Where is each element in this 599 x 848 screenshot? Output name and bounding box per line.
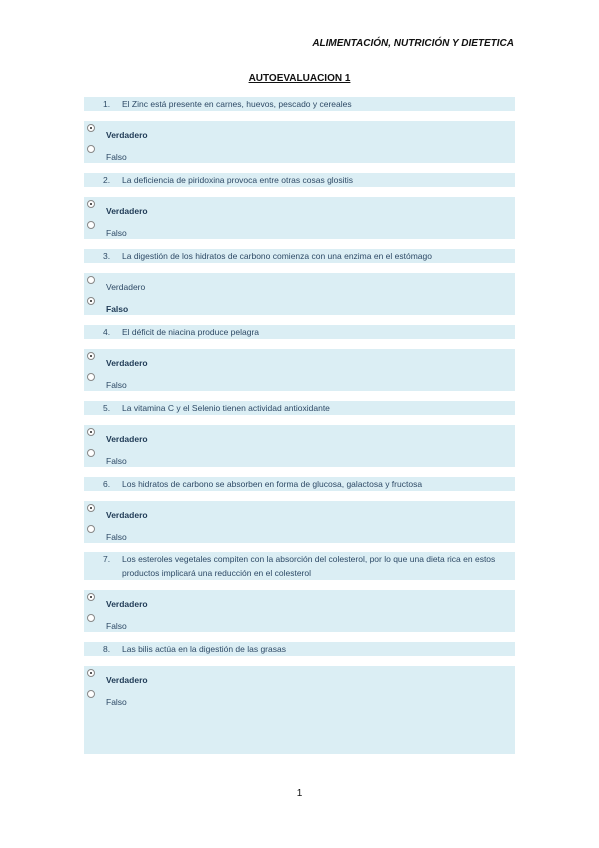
option-verdadero-3[interactable]: Verdadero <box>106 282 146 292</box>
question-6 <box>84 477 515 491</box>
question-text: El déficit de niacina produce pelagra <box>122 327 260 337</box>
question-3 <box>84 249 515 263</box>
radio-falso-7[interactable] <box>87 614 95 622</box>
question-1 <box>84 97 515 111</box>
radio-verdadero-6[interactable] <box>87 504 95 512</box>
radio-falso-3[interactable] <box>87 297 95 305</box>
question-text: Los esteroles vegetales compiten con la absorción del colesterol, por lo que una dieta rica en estos productos implicará una reducción en el colesterol <box>122 554 496 578</box>
option-verdadero-1[interactable]: Verdadero <box>106 130 148 140</box>
option-verdadero-7[interactable]: Verdadero <box>106 599 148 609</box>
question-4 <box>84 325 515 339</box>
radio-verdadero-8[interactable] <box>87 669 95 677</box>
radio-verdadero-3[interactable] <box>87 276 95 284</box>
radio-verdadero-1[interactable] <box>87 124 95 132</box>
question-7 <box>84 552 515 580</box>
question-text: Las bilis actúa en la digestión de las grasas <box>122 644 286 654</box>
options-box-4 <box>84 349 515 391</box>
radio-verdadero-2[interactable] <box>87 200 95 208</box>
question-text: Los hidratos de carbono se absorben en forma de glucosa, galactosa y fructosa <box>122 479 423 489</box>
option-verdadero-6[interactable]: Verdadero <box>106 510 148 520</box>
option-falso-2[interactable]: Falso <box>106 228 127 238</box>
question-2 <box>84 173 515 187</box>
options-box-5 <box>84 425 515 467</box>
question-number: 1. <box>103 99 111 109</box>
radio-falso-6[interactable] <box>87 525 95 533</box>
question-text: El Zinc está presente en carnes, huevos, pescado y cereales <box>122 99 352 109</box>
options-box-6 <box>84 501 515 543</box>
radio-falso-4[interactable] <box>87 373 95 381</box>
question-number: 5. <box>103 403 111 413</box>
question-number: 6. <box>103 479 111 489</box>
page-title: AUTOEVALUACION 1 <box>248 73 351 84</box>
options-box-8 <box>84 666 515 754</box>
question-text: La vitamina C y el Selenio tienen actividad antioxidante <box>122 403 330 413</box>
question-text: La digestión de los hidratos de carbono comienza con una enzima en el estómago <box>122 251 432 261</box>
option-falso-7[interactable]: Falso <box>106 621 127 631</box>
option-falso-5[interactable]: Falso <box>106 456 127 466</box>
question-number: 3. <box>103 251 111 261</box>
question-number: 4. <box>103 327 111 337</box>
radio-falso-2[interactable] <box>87 221 95 229</box>
options-box-7 <box>84 590 515 632</box>
radio-falso-5[interactable] <box>87 449 95 457</box>
radio-verdadero-7[interactable] <box>87 593 95 601</box>
radio-verdadero-4[interactable] <box>87 352 95 360</box>
options-box-1 <box>84 121 515 163</box>
radio-verdadero-5[interactable] <box>87 428 95 436</box>
question-number: 8. <box>103 644 111 654</box>
radio-falso-8[interactable] <box>87 690 95 698</box>
document-header: ALIMENTACIÓN, NUTRICIÓN Y DIETETICA <box>312 38 514 49</box>
radio-falso-1[interactable] <box>87 145 95 153</box>
question-number: 7. <box>103 554 111 564</box>
option-verdadero-5[interactable]: Verdadero <box>106 434 148 444</box>
options-box-2 <box>84 197 515 239</box>
option-falso-6[interactable]: Falso <box>106 532 127 542</box>
option-verdadero-4[interactable]: Verdadero <box>106 358 148 368</box>
option-falso-8[interactable]: Falso <box>106 697 127 707</box>
option-verdadero-2[interactable]: Verdadero <box>106 206 148 216</box>
option-falso-1[interactable]: Falso <box>106 152 127 162</box>
question-text: La deficiencia de piridoxina provoca entre otras cosas glositis <box>122 175 354 185</box>
question-number: 2. <box>103 175 111 185</box>
page-number: 1 <box>296 788 303 799</box>
option-verdadero-8[interactable]: Verdadero <box>106 675 148 685</box>
question-5 <box>84 401 515 415</box>
option-falso-4[interactable]: Falso <box>106 380 127 390</box>
options-box-3 <box>84 273 515 315</box>
option-falso-3[interactable]: Falso <box>106 304 129 314</box>
question-8 <box>84 642 515 656</box>
